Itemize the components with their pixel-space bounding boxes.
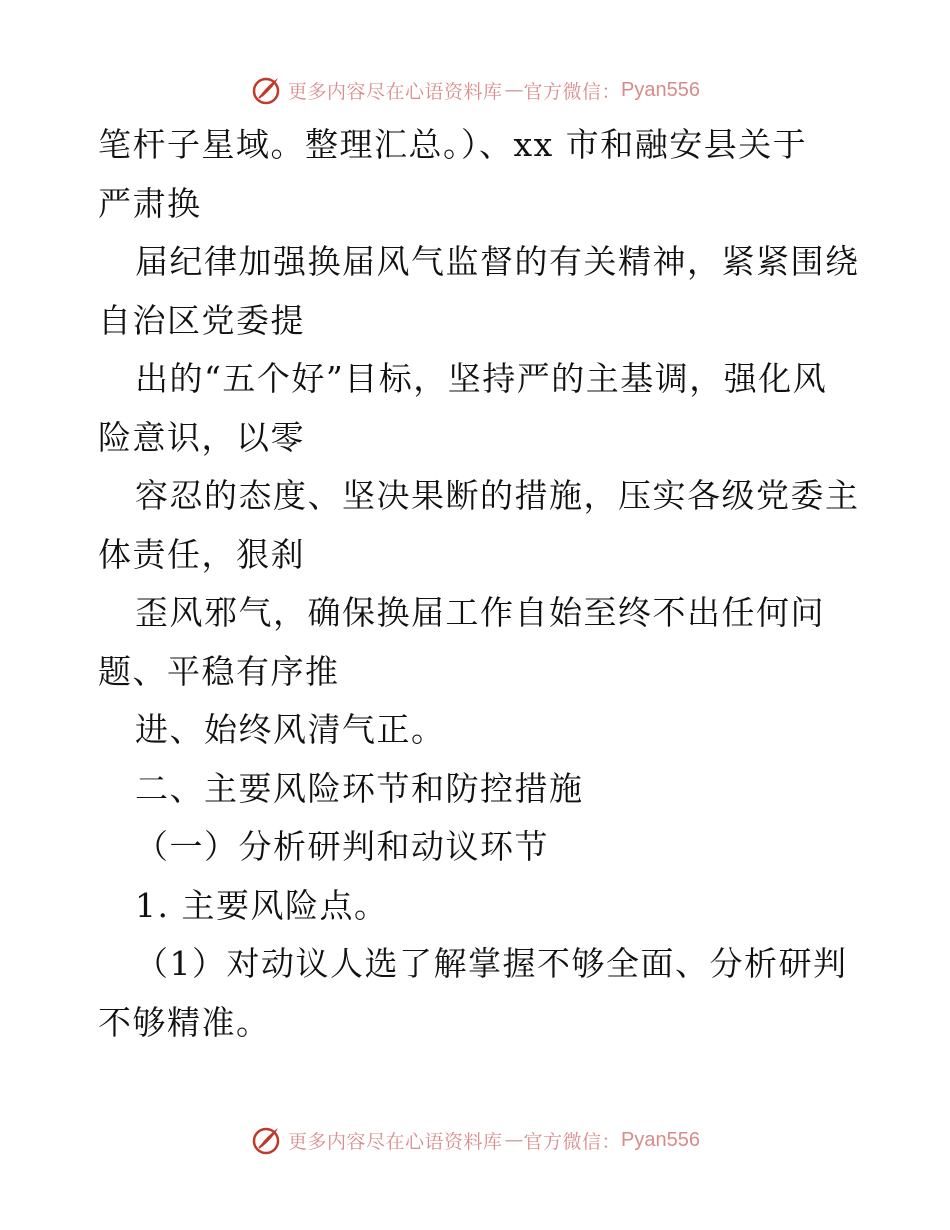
- quill-logo-icon: [250, 1124, 282, 1156]
- text-line: 不够精准。: [98, 1002, 271, 1042]
- text-line: 笔杆子星域。整理汇总。）、xx 市和融安县关于: [98, 125, 808, 164]
- numbered-item: 1. 主要风险点。: [135, 885, 389, 925]
- watermark-account: Pyan556: [621, 1128, 700, 1151]
- watermark-text: 更多内容尽在心语资料库: [288, 1130, 503, 1153]
- text-line: 出的“五个好”目标，坚持严的主基调，强化风: [135, 359, 828, 398]
- text-line: 题、平稳有序推: [98, 651, 340, 691]
- text-line: 险意识，以零: [98, 417, 305, 457]
- subsection-heading: （一）分析研判和动议环节: [135, 827, 549, 866]
- text-line: 进、始终风清气正。: [135, 710, 446, 749]
- text-line: 歪风邪气，确保换届工作自始至终不出任何问: [135, 593, 825, 632]
- text-line: 届纪律加强换届风气监督的有关精神，紧紧围绕: [135, 242, 860, 281]
- text-line: 体责任，狠刹: [98, 534, 305, 574]
- watermark-footer: [0, 1120, 950, 1160]
- watermark-text: 更多内容尽在心语资料库: [288, 80, 503, 103]
- watermark-separator: —: [504, 1129, 524, 1151]
- watermark-official-label: 官方微信：: [523, 80, 622, 103]
- document-body: [98, 116, 878, 1052]
- watermark-official-label: 官方微信：: [523, 1130, 622, 1153]
- watermark-header: [0, 70, 950, 110]
- quill-logo-icon: [250, 74, 282, 106]
- watermark-separator: —: [504, 79, 524, 101]
- text-line: 自治区党委提: [98, 300, 305, 340]
- watermark-account: Pyan556: [621, 78, 700, 101]
- text-line: 容忍的态度、坚决果断的措施，压实各级党委主: [135, 476, 860, 515]
- section-heading: 二、主要风险环节和防控措施: [135, 768, 584, 808]
- text-line: 严肃换: [98, 183, 202, 223]
- text-line: （1）对动议人选了解掌握不够全面、分析研判: [135, 944, 848, 983]
